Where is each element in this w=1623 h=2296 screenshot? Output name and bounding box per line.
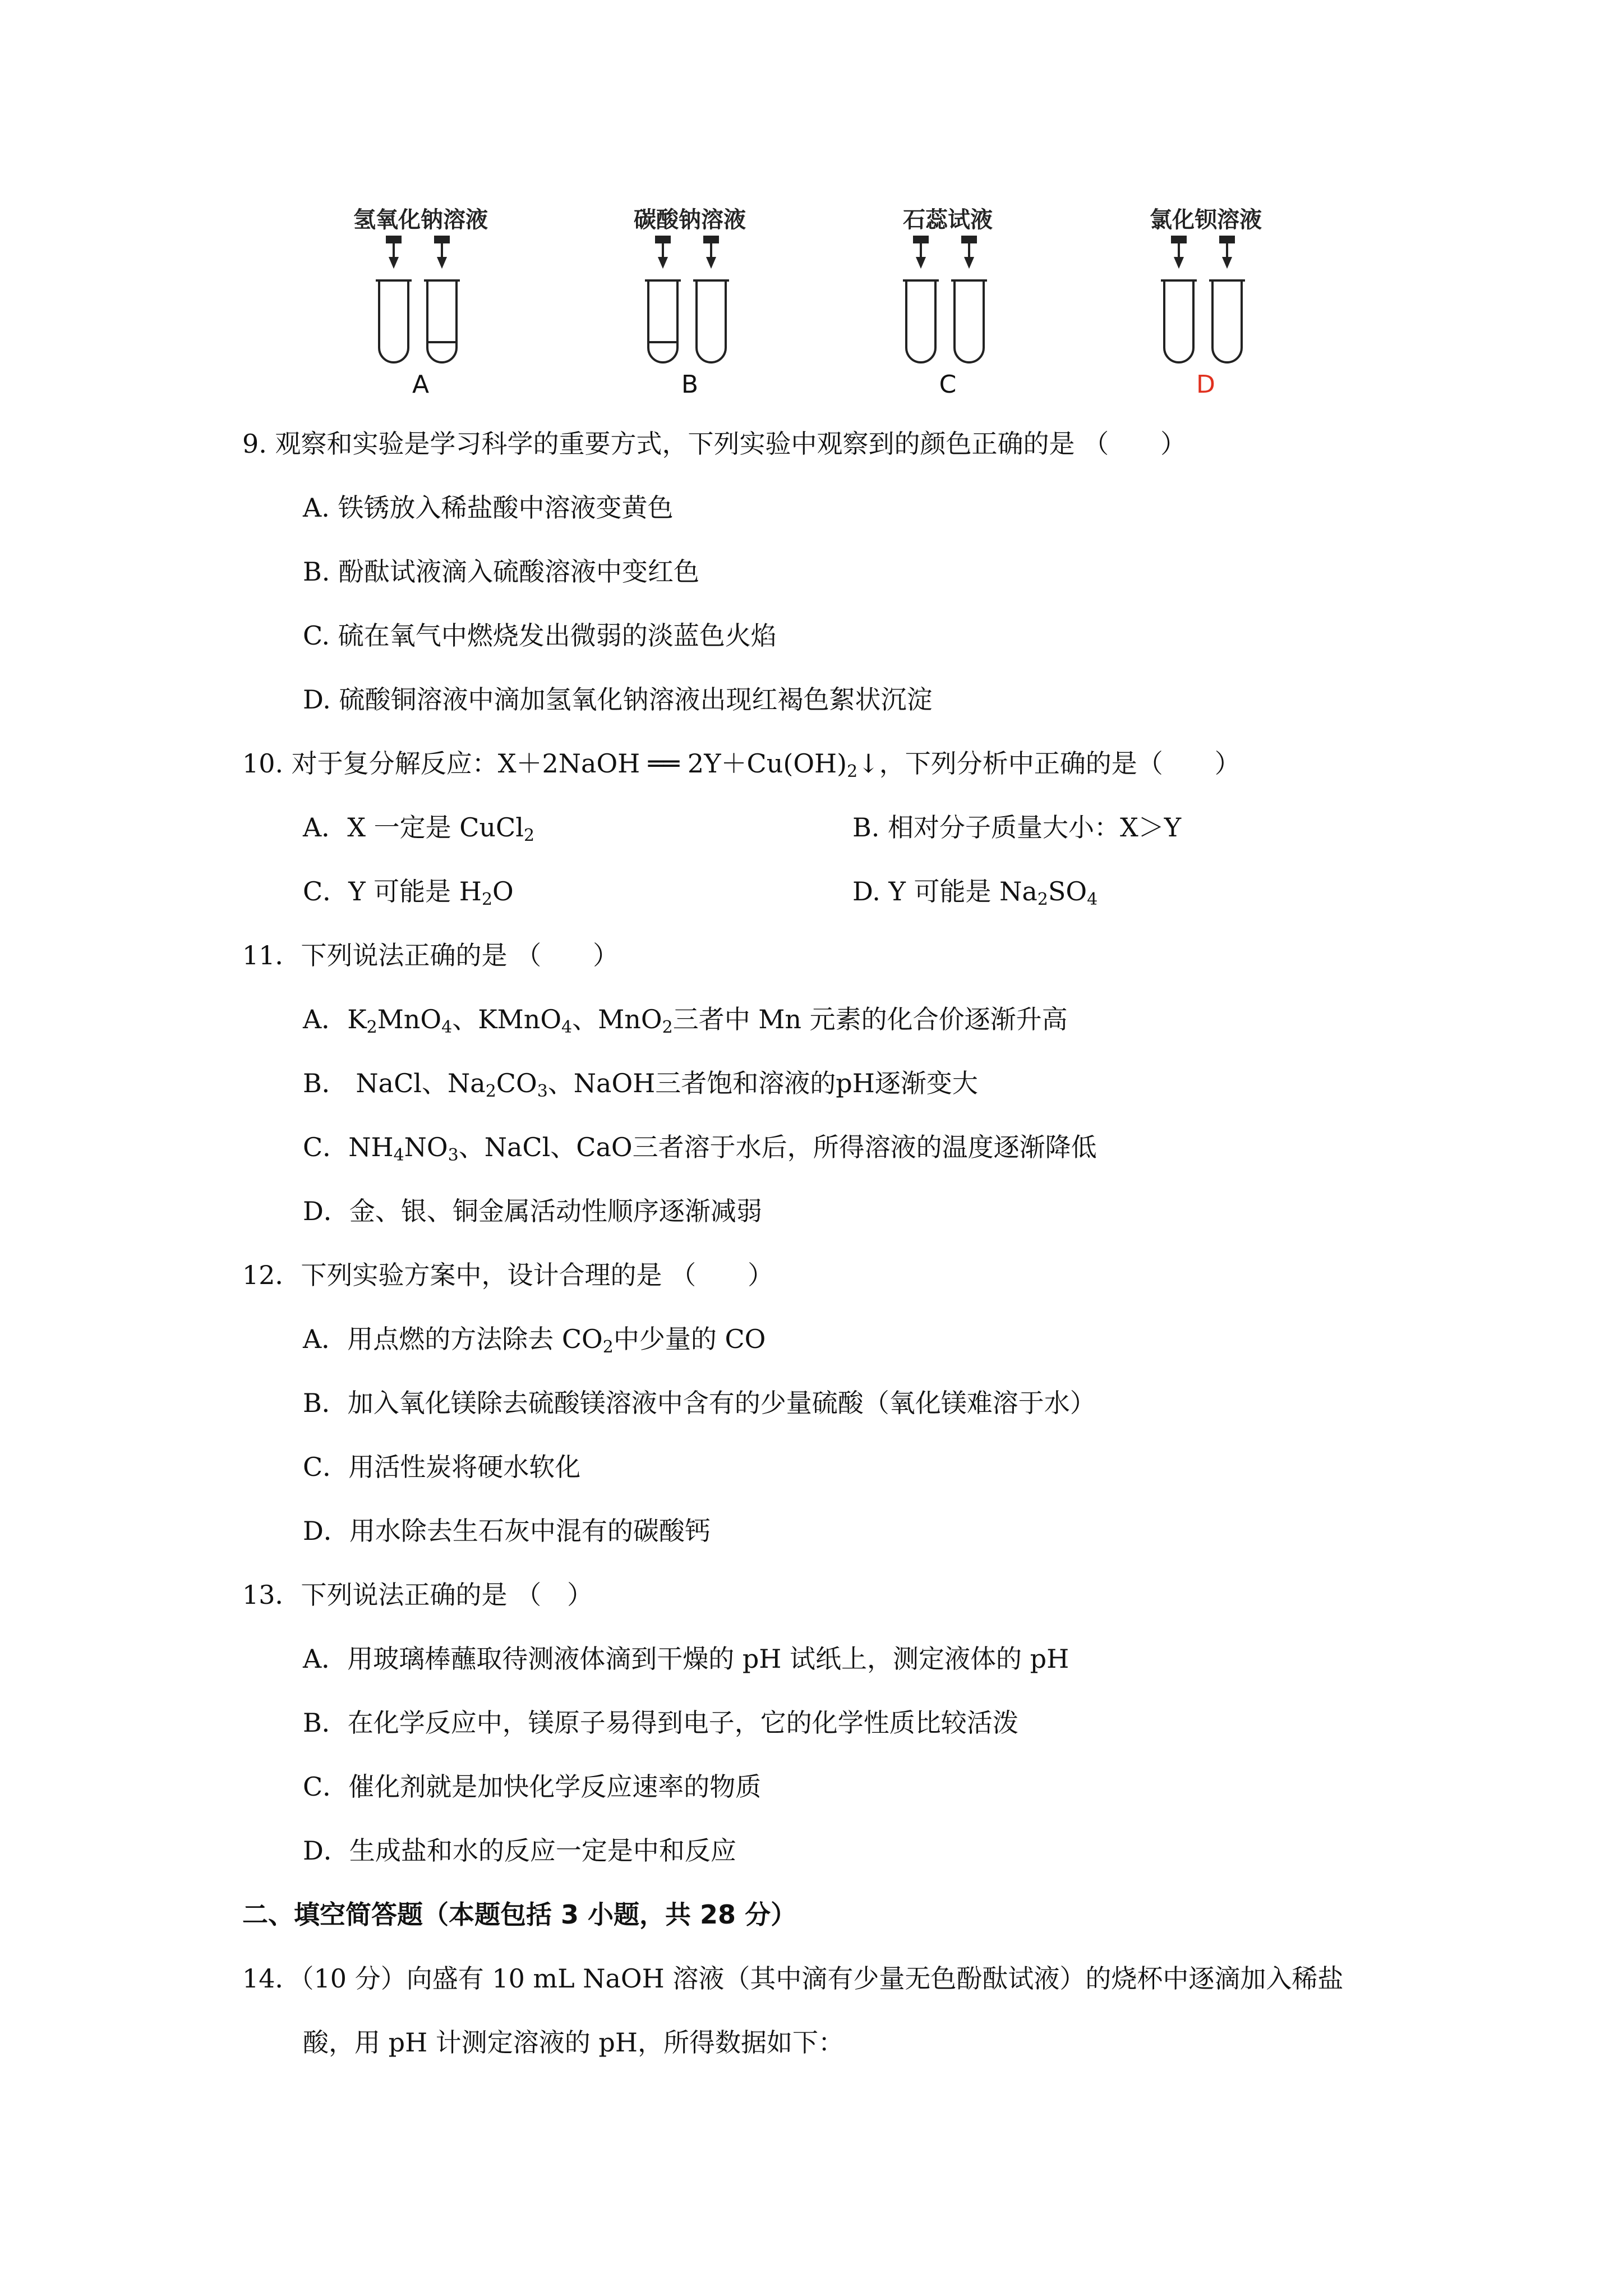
subscript: 2 bbox=[847, 762, 858, 781]
q11-option-b bbox=[303, 1068, 978, 1101]
q9-option-b: B. 酚酞试液滴入硫酸溶液中变红色 bbox=[303, 556, 700, 587]
q12-stem: 12．下列实验方案中，设计合理的是 （ ） bbox=[242, 1260, 774, 1290]
q14-line-2: 酸，用 pH 计测定溶液的 pH，所得数据如下： bbox=[303, 2027, 844, 2058]
q9-option-d: D. 硫酸铜溶液中滴加氢氧化钠溶液出现红褐色絮状沉淀 bbox=[303, 684, 933, 715]
q13-option-d: D．生成盐和水的反应一定是中和反应 bbox=[303, 1835, 736, 1866]
subscript: 2 bbox=[523, 826, 535, 845]
q11-c-text: C．NH bbox=[303, 1132, 394, 1162]
subscript: 2 bbox=[481, 890, 493, 909]
q11-b-text: B． NaCl、Na bbox=[303, 1068, 486, 1098]
q13-option-b: B．在化学反应中，镁原子易得到电子，它的化学性质比较活泼 bbox=[303, 1708, 1018, 1738]
q9-option-c: C. 硫在氧气中燃烧发出微弱的淡蓝色火焰 bbox=[303, 620, 777, 651]
q10-a-text: A．X 一定是 CuCl bbox=[303, 812, 524, 843]
q11-b-text: 、NaOH三者饱和溶液的pH逐渐变大 bbox=[547, 1068, 978, 1098]
q12-a-text: 中少量的 CO bbox=[613, 1324, 766, 1354]
tube-title: 氢氧化钠溶液 bbox=[353, 207, 488, 233]
tube-title: 碳酸钠溶液 bbox=[634, 207, 746, 233]
test-tubes-dropper-icon bbox=[606, 236, 774, 370]
q13-option-c: C．催化剂就是加快化学反应速率的物质 bbox=[303, 1772, 762, 1802]
q10-d-text: SO bbox=[1048, 876, 1087, 907]
subscript: 4 bbox=[1087, 890, 1098, 909]
q10-stem-part: ↓，下列分析中正确的是（ ） bbox=[857, 748, 1241, 779]
tube-set-c bbox=[864, 202, 1032, 404]
tube-letter: A bbox=[412, 370, 430, 399]
q11-a-text: 、MnO bbox=[572, 1004, 662, 1034]
subscript: 2 bbox=[602, 1337, 614, 1357]
subscript: 4 bbox=[441, 1018, 453, 1037]
subscript: 2 bbox=[485, 1082, 496, 1101]
subscript: 2 bbox=[662, 1018, 673, 1037]
q10-d-text: D. Y 可能是 Na bbox=[852, 876, 1038, 907]
tube-letter: C bbox=[939, 370, 957, 399]
subscript: 4 bbox=[393, 1145, 404, 1165]
q10-stem-part: 10. 对于复分解反应：X＋2NaOH ══ 2Y＋Cu(OH) bbox=[242, 748, 847, 779]
subscript: 4 bbox=[561, 1018, 573, 1037]
q10-option-a bbox=[303, 812, 535, 845]
q11-c-text: 、NaCl、CaO三者溶于水后，所得溶液的温度逐渐降低 bbox=[458, 1132, 1097, 1162]
q11-a-text: MnO bbox=[377, 1004, 442, 1034]
q11-a-text: 三者中 Mn 元素的化合价逐渐升高 bbox=[672, 1004, 1068, 1034]
q12-a-text: A．用点燃的方法除去 CO bbox=[303, 1324, 603, 1354]
tube-set-a bbox=[336, 202, 505, 404]
q10-option-b: B. 相对分子质量大小：X＞Y bbox=[852, 812, 1182, 843]
tube-letter-d: D bbox=[1196, 370, 1215, 399]
q12-option-b: B．加入氧化镁除去硫酸镁溶液中含有的少量硫酸（氧化镁难溶于水） bbox=[303, 1388, 1096, 1418]
q10-option-d bbox=[852, 876, 1098, 909]
subscript: 2 bbox=[1037, 890, 1048, 909]
q11-a-text: 、KMnO bbox=[452, 1004, 562, 1034]
q9-stem: 9. 观察和实验是学习科学的重要方式，下列实验中观察到的颜色正确的是 （ ） bbox=[242, 429, 1187, 459]
q11-a-text: A．K bbox=[303, 1004, 367, 1034]
subscript: 3 bbox=[537, 1082, 548, 1101]
tube-set-d bbox=[1122, 202, 1290, 404]
q12-option-d: D．用水除去生石灰中混有的碳酸钙 bbox=[303, 1516, 711, 1546]
q10-c-text: O bbox=[492, 876, 514, 907]
q13-option-a: A．用玻璃棒蘸取待测液体滴到干燥的 pH 试纸上，测定液体的 pH bbox=[303, 1644, 1069, 1674]
subscript: 3 bbox=[448, 1145, 459, 1165]
q11-option-d: D．金、银、铜金属活动性顺序逐渐减弱 bbox=[303, 1196, 762, 1226]
tube-set-b bbox=[606, 202, 774, 404]
q13-stem: 13．下列说法正确的是 （ ） bbox=[242, 1580, 593, 1610]
q11-stem: 11．下列说法正确的是 （ ） bbox=[242, 940, 619, 970]
tube-title: 石蕊试液 bbox=[903, 207, 993, 233]
q12-option-a bbox=[303, 1324, 766, 1357]
q14-line-1: 14．（10 分）向盛有 10 mL NaOH 溶液（其中滴有少量无色酚酞试液）的烧杯中逐滴加入稀盐 bbox=[242, 1963, 1344, 1994]
subscript: 2 bbox=[366, 1018, 377, 1037]
section-heading: 二、填空简答题（本题包括 3 小题，共 28 分） bbox=[242, 1899, 797, 1930]
test-tubes-dropper-icon bbox=[1122, 236, 1290, 370]
q10-option-c bbox=[303, 876, 514, 909]
q11-option-c bbox=[303, 1132, 1097, 1165]
q11-c-text: NO bbox=[404, 1132, 448, 1162]
q10-c-text: C．Y 可能是 H bbox=[303, 876, 482, 907]
tube-title: 氯化钡溶液 bbox=[1150, 207, 1262, 233]
q11-b-text: CO bbox=[496, 1068, 537, 1098]
tube-letter: B bbox=[681, 370, 699, 399]
test-tube-figure bbox=[336, 202, 1324, 404]
q11-option-a bbox=[303, 1004, 1068, 1037]
q12-option-c: C．用活性炭将硬水软化 bbox=[303, 1452, 581, 1482]
q9-option-a: A. 铁锈放入稀盐酸中溶液变黄色 bbox=[303, 493, 674, 523]
q10-stem bbox=[242, 748, 1241, 781]
test-tubes-dropper-icon bbox=[864, 236, 1032, 370]
test-tubes-dropper-icon bbox=[336, 236, 505, 370]
